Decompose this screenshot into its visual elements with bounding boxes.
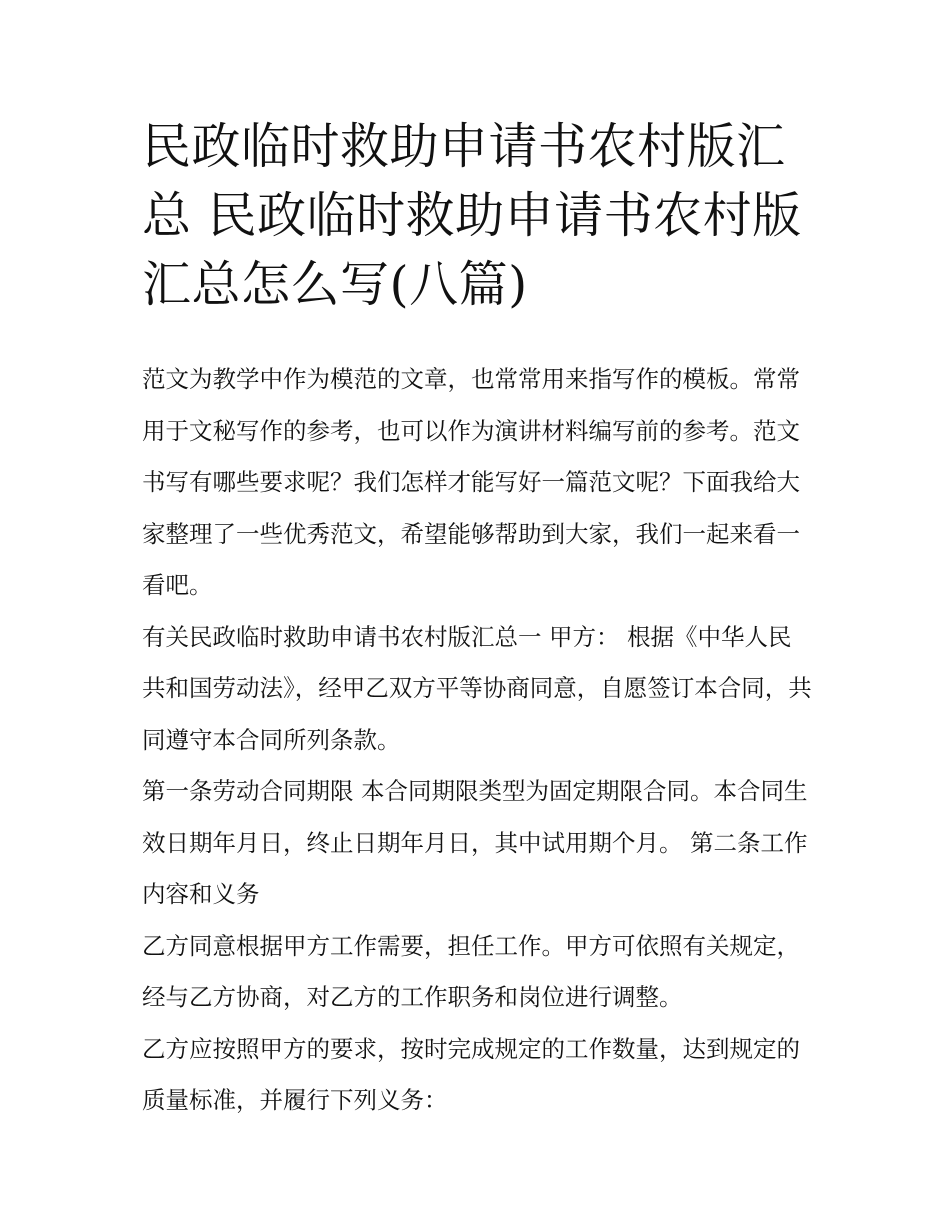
document-title: 民政临时救助申请书农村版汇总 民政临时救助申请书农村版汇总怎么写(八篇) — [142, 118, 802, 313]
paragraph-contract-parties: 有关民政临时救助申请书农村版汇总一 甲方： 根据《中华人民共和国劳动法》，经甲乙双方平等协商同意，自愿签订本合同，共同遵守本合同所列条款。 — [142, 622, 812, 754]
paragraph-job-adjustment: 乙方同意根据甲方工作需要，担任工作。甲方可依照有关规定，经与乙方协商，对乙方的工作职务和岗位进行调整。 — [142, 931, 800, 1011]
paragraph-contract-term: 第一条劳动合同期限 本合同期限类型为固定期限合同。本合同生效日期年月日，终止日期年月日，其中试用期个月。 第二条工作内容和义务 — [142, 777, 808, 908]
paragraph-intro: 范文为教学中作为模范的文章，也常常用来指写作的模板。常常用于文秘写作的参考，也可以作为演讲材料编写前的参考。范文书写有哪些要求呢？我们怎样才能写好一篇范文呢？下面我给大家整理了一些优秀范文，希望能够帮助到大家，我们一起来看一看吧。 — [142, 365, 800, 599]
paragraph-obligations: 乙方应按照甲方的要求，按时完成规定的工作数量，达到规定的质量标准，并履行下列义务： — [142, 1034, 800, 1114]
document-body — [142, 354, 814, 1127]
